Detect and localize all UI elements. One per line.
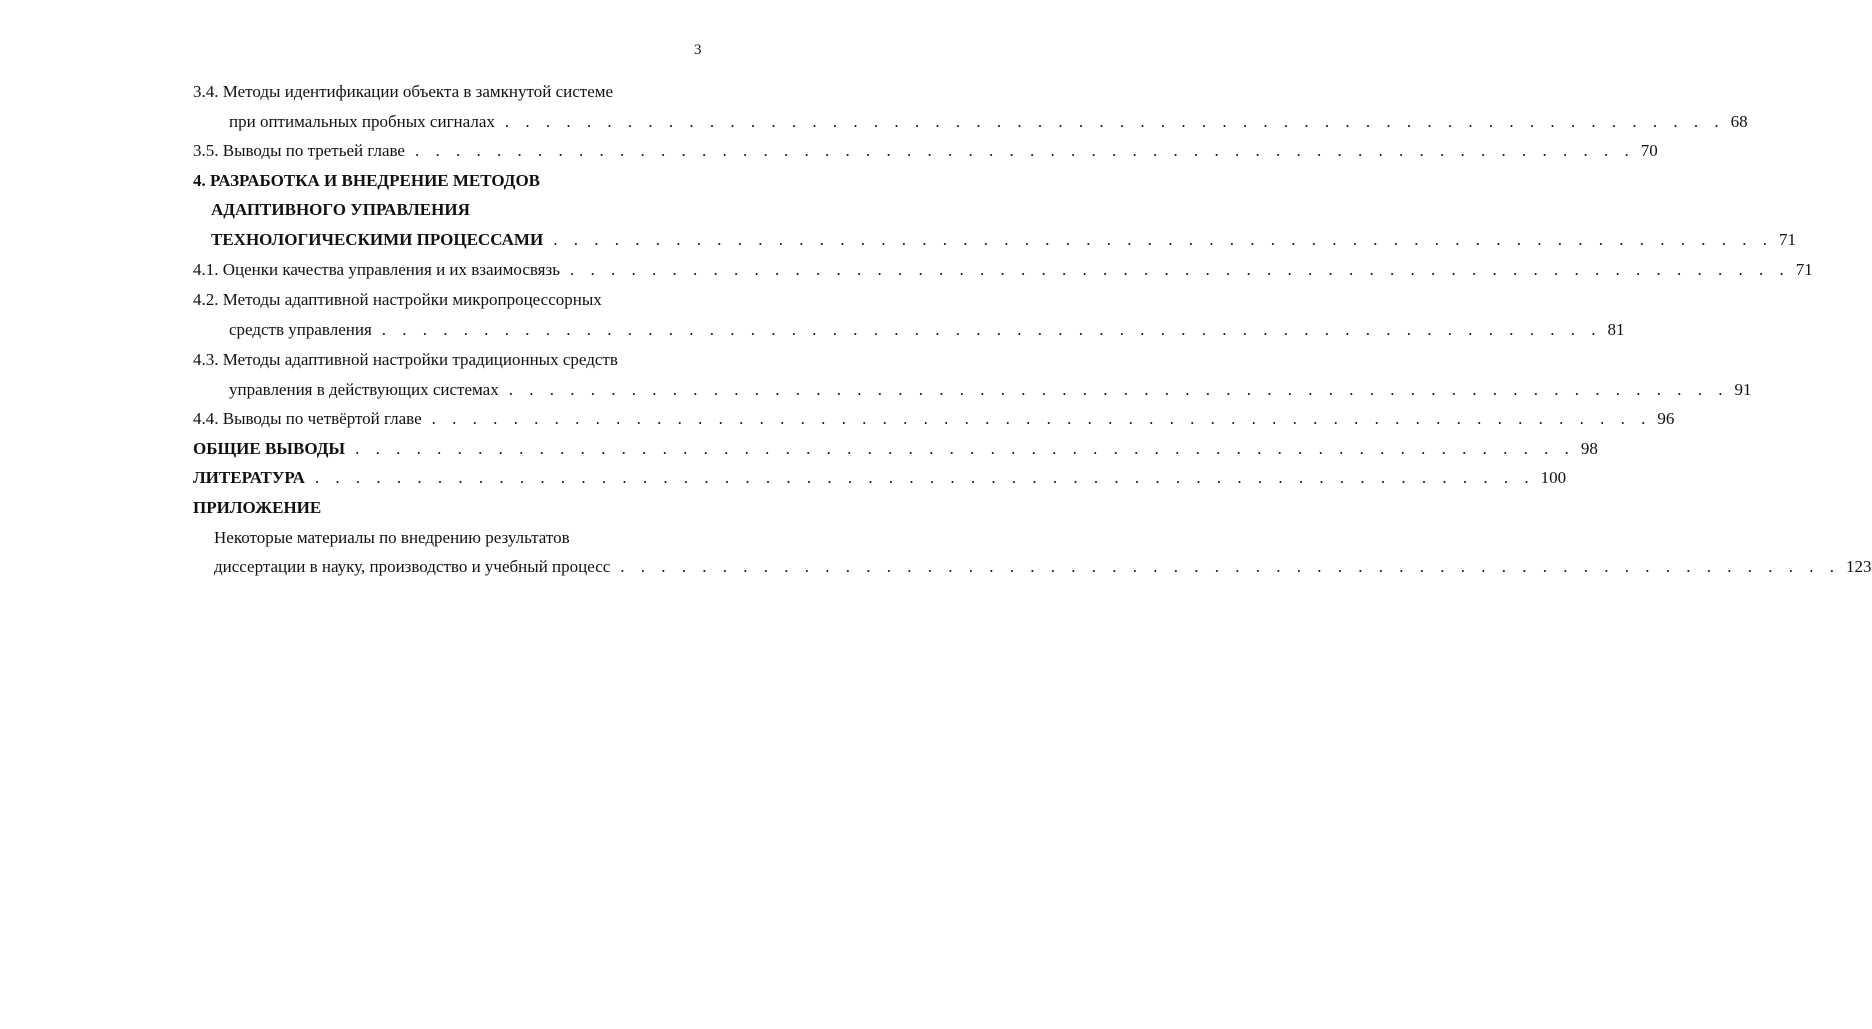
dot-leader: . . . . . . . . . . . . . . . . . . . . . . . . . . . . . . . . . . . . . . . . . . . . . . . . . . . . . . . . . . . . bbox=[620, 557, 1841, 576]
dot-leader: . . . . . . . . . . . . . . . . . . . . . . . . . . . . . . . . . . . . . . . . . . . . . . . . . . . . . . . . . . . . bbox=[504, 112, 1725, 131]
toc-entry bbox=[211, 230, 1796, 250]
toc-entry-page: 91 bbox=[1734, 380, 1752, 399]
toc-entry-title: 4.4. Выводы по четвёртой главе bbox=[193, 409, 422, 428]
toc-entry-page: 71 bbox=[1778, 230, 1796, 249]
toc-entry-title: АДАПТИВНОГО УПРАВЛЕНИЯ bbox=[211, 200, 470, 219]
toc-entry-title: управления в действующих системах bbox=[229, 380, 499, 399]
page-number: 3 bbox=[694, 42, 702, 58]
toc-entry-page: 68 bbox=[1730, 112, 1748, 131]
toc-entry-title: средств управления bbox=[229, 320, 372, 339]
toc-entry bbox=[229, 112, 1748, 132]
dot-leader: . . . . . . . . . . . . . . . . . . . . . . . . . . . . . . . . . . . . . . . . . . . . . . . . . . . . . . . . . . . . bbox=[431, 409, 1652, 428]
dot-leader: . . . . . . . . . . . . . . . . . . . . . . . . . . . . . . . . . . . . . . . . . . . . . . . . . . . . . . . . . . . . bbox=[414, 141, 1635, 160]
toc-entry bbox=[193, 409, 1675, 429]
toc-entry bbox=[193, 141, 1658, 161]
toc-entry-title: 4.3. Методы адаптивной настройки традиционных средств bbox=[193, 350, 618, 369]
toc-entry bbox=[193, 290, 602, 310]
toc-entry-title: 4. РАЗРАБОТКА И ВНЕДРЕНИЕ МЕТОДОВ bbox=[193, 171, 541, 190]
toc-entry bbox=[193, 171, 540, 191]
toc-entry-title: ПРИЛОЖЕНИЕ bbox=[193, 498, 322, 517]
toc-entry-page: 123 bbox=[1846, 557, 1872, 576]
toc-entry-title: 3.5. Выводы по третьей главе bbox=[193, 141, 405, 160]
toc-entry bbox=[214, 528, 570, 548]
toc-entry-title: ЛИТЕРАТУРА bbox=[193, 468, 305, 487]
toc-entry-title: 3.4. Методы идентификации объекта в замкнутой системе bbox=[193, 82, 614, 101]
dot-leader: . . . . . . . . . . . . . . . . . . . . . . . . . . . . . . . . . . . . . . . . . . . . . . . . . . . . . . . . . . . . bbox=[314, 468, 1535, 487]
toc-entry bbox=[229, 380, 1752, 400]
toc-entry bbox=[193, 82, 613, 102]
toc-entry-title: при оптимальных пробных сигналах bbox=[229, 112, 495, 131]
dot-leader: . . . . . . . . . . . . . . . . . . . . . . . . . . . . . . . . . . . . . . . . . . . . . . . . . . . . . . . . . . . . bbox=[508, 380, 1729, 399]
toc-entry-page: 81 bbox=[1607, 320, 1625, 339]
toc-entry bbox=[193, 498, 321, 518]
toc-entry-page: 70 bbox=[1640, 141, 1658, 160]
toc-entry-page: 96 bbox=[1657, 409, 1675, 428]
toc-entry-title: ОБЩИЕ ВЫВОДЫ bbox=[193, 439, 346, 458]
toc-entry bbox=[193, 350, 618, 370]
toc-entry bbox=[193, 260, 1813, 280]
dot-leader: . . . . . . . . . . . . . . . . . . . . . . . . . . . . . . . . . . . . . . . . . . . . . . . . . . . . . . . . . . . . bbox=[569, 260, 1790, 279]
toc-entry bbox=[214, 557, 1872, 577]
toc-entry-title: ТЕХНОЛОГИЧЕСКИМИ ПРОЦЕССАМИ bbox=[211, 230, 544, 249]
dot-leader: . . . . . . . . . . . . . . . . . . . . . . . . . . . . . . . . . . . . . . . . . . . . . . . . . . . . . . . . . . . . bbox=[381, 320, 1602, 339]
toc-entry bbox=[211, 200, 470, 220]
toc-entry-title: Некоторые материалы по внедрению результатов bbox=[214, 528, 570, 547]
toc-entry bbox=[193, 439, 1598, 459]
dot-leader: . . . . . . . . . . . . . . . . . . . . . . . . . . . . . . . . . . . . . . . . . . . . . . . . . . . . . . . . . . . . bbox=[553, 230, 1773, 249]
dot-leader: . . . . . . . . . . . . . . . . . . . . . . . . . . . . . . . . . . . . . . . . . . . . . . . . . . . . . . . . . . . . bbox=[355, 439, 1575, 458]
toc-entry-page: 71 bbox=[1795, 260, 1813, 279]
toc-entry-page: 100 bbox=[1540, 468, 1567, 487]
toc-entry bbox=[229, 320, 1625, 340]
toc-entry-page: 98 bbox=[1580, 439, 1598, 458]
toc-entry bbox=[193, 468, 1567, 488]
toc-entry-title: 4.2. Методы адаптивной настройки микропроцессорных bbox=[193, 290, 602, 309]
toc-entry-title: диссертации в науку, производство и учебный процесс bbox=[214, 557, 611, 576]
toc-entry-title: 4.1. Оценки качества управления и их взаимосвязь bbox=[193, 260, 560, 279]
